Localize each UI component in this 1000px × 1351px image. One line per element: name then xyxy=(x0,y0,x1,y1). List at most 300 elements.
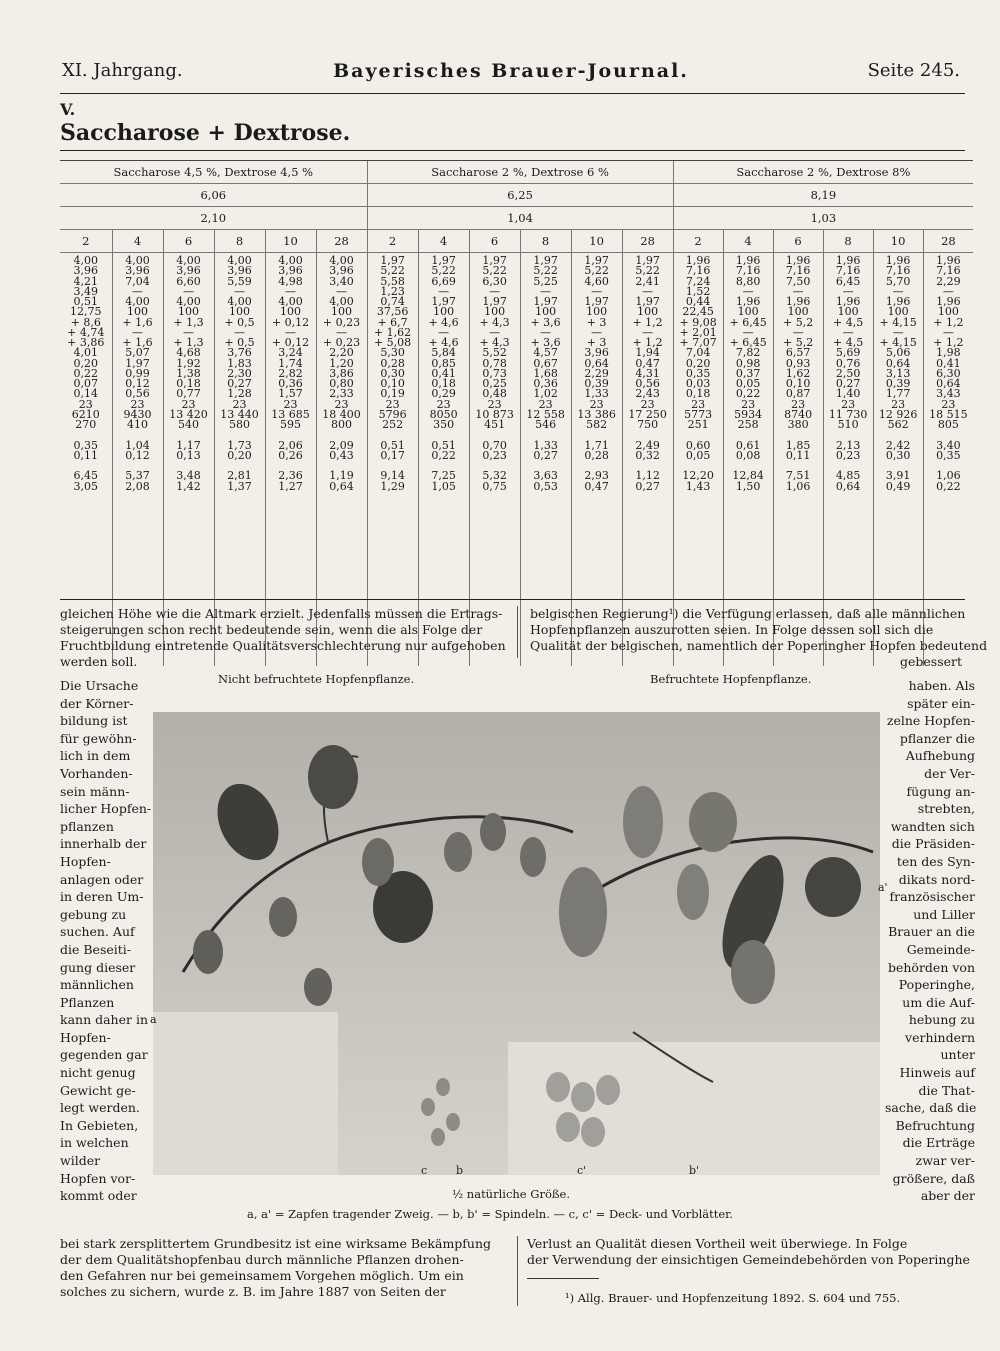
text-line: bei stark zersplittertem Grundbesitz ist eine wirksame Bekämpfung xyxy=(60,1236,492,1251)
table-cell: 13 685 xyxy=(271,407,310,421)
text-line: Qualität der belgischen, namentlich der Poperingher Hopfen bedeutend xyxy=(530,638,988,653)
data-table xyxy=(60,160,973,666)
table-cell: 1,94 xyxy=(635,346,660,360)
table-cell: 37,56 xyxy=(376,305,409,319)
section-rule xyxy=(60,150,965,151)
table-cell: 6,60 xyxy=(176,274,201,288)
text-line: Aufhebung xyxy=(905,748,975,764)
table-cell: — xyxy=(285,325,296,339)
table-cell: 2,42 xyxy=(885,438,911,452)
table-cell: 0,35 xyxy=(73,438,98,452)
table-cell: 2,13 xyxy=(835,438,861,452)
table-cell: 0,41 xyxy=(936,356,961,370)
table-cell: 1,52 xyxy=(685,284,711,298)
table-cell: 23 xyxy=(283,397,298,411)
table-cell: 1,37 xyxy=(227,479,252,493)
column-header: 2 xyxy=(673,230,723,253)
table-cell: 0,22 xyxy=(431,448,456,462)
table-cell: 0,85 xyxy=(431,356,456,370)
table-cell: 1,98 xyxy=(936,346,961,360)
figure-scale: ½ natürliche Größe. xyxy=(452,1187,571,1201)
table-cell: 8740 xyxy=(784,407,813,421)
table-cell: 0,19 xyxy=(380,387,405,401)
table-cell: 0,26 xyxy=(278,448,303,462)
table-cell: 0,76 xyxy=(835,356,861,370)
text-top-right xyxy=(530,606,987,670)
text-line: nicht genug xyxy=(60,1065,136,1081)
table-cell: 1,97 xyxy=(635,254,660,267)
table-cell: 5,22 xyxy=(584,264,609,278)
table-cell: 1,02 xyxy=(533,387,558,401)
table-cell: 12,20 xyxy=(682,469,714,483)
column-header: 8 xyxy=(520,230,571,253)
table-cell: 0,28 xyxy=(584,448,609,462)
text-line: gung dieser xyxy=(60,959,136,975)
table-cell: 0,13 xyxy=(176,448,201,462)
table-cell: — xyxy=(842,325,854,339)
table-cell: 7,24 xyxy=(685,274,711,288)
table-cell: 5,52 xyxy=(482,346,507,360)
text-line: licher Hopfen- xyxy=(60,801,152,817)
table-cell: + 1,2 xyxy=(632,315,663,329)
table-cell: 1,06 xyxy=(785,479,811,493)
table-column-values xyxy=(622,253,673,667)
table-cell: 0,03 xyxy=(685,377,711,390)
text-line: Befruchtung xyxy=(895,1117,975,1133)
table-cell: 100 xyxy=(586,305,608,319)
text-line: für gewöhn- xyxy=(60,730,137,746)
table-cell: 0,20 xyxy=(685,356,711,370)
table-cell: 0,10 xyxy=(785,377,811,390)
table-cell: 100 xyxy=(484,305,506,319)
table-cell: 1,96 xyxy=(735,295,761,308)
table-cell: 5,32 xyxy=(482,469,507,483)
text-line: die Beseiti- xyxy=(60,941,132,957)
table-cell: 100 xyxy=(127,305,148,319)
table-cell: 0,47 xyxy=(635,356,660,370)
table-cell: 100 xyxy=(737,305,759,319)
column-header: 6 xyxy=(163,230,214,253)
table-cell: + 1,6 xyxy=(122,336,153,349)
table-cell: 1,06 xyxy=(936,469,961,483)
text-line: kommt oder xyxy=(60,1188,137,1204)
table-cell: 1,83 xyxy=(227,356,252,370)
table-cell: 5773 xyxy=(684,407,713,421)
table-cell: 6,30 xyxy=(482,274,507,288)
table-cell: — xyxy=(892,284,904,298)
text-line: der Verwendung der einsichtigen Gemeindebehörden von Poperinghe xyxy=(527,1252,970,1267)
table-cell: 23 xyxy=(334,397,349,411)
table-cell: 1,96 xyxy=(785,254,811,267)
text-line: der dem Qualitätshopfenbau durch männliche Pflanzen drohen- xyxy=(60,1252,464,1267)
column-header: 10 xyxy=(873,230,923,253)
table-cell: 0,78 xyxy=(482,356,507,370)
text-line: bildung ist xyxy=(60,713,128,729)
table-cell: 0,53 xyxy=(533,479,558,493)
page-number: Seite 245. xyxy=(867,60,960,81)
table-cell: 1,05 xyxy=(431,479,456,493)
table-cell: 0,25 xyxy=(482,377,507,390)
table-cell: + 5,2 xyxy=(782,315,814,329)
table-cell: 0,27 xyxy=(635,479,660,493)
table-cell: 546 xyxy=(535,418,557,431)
table-cell: 0,41 xyxy=(431,366,456,380)
table-cell: 23 xyxy=(791,397,806,411)
text-line: den Gefahren nur bei gemeinsamem Vorgehen möglich. Um ein xyxy=(60,1268,464,1283)
table-cell: 3,86 xyxy=(329,366,354,380)
table-cell: 1,96 xyxy=(885,254,911,267)
table-cell: 0,22 xyxy=(936,479,961,493)
table-cell: 595 xyxy=(280,418,301,431)
table-cell: 0,39 xyxy=(885,377,911,390)
table-cell: + 9,08 xyxy=(679,315,717,329)
table-cell: 0,64 xyxy=(936,377,961,390)
text-line: sein männ- xyxy=(60,783,130,799)
table-cell: 0,23 xyxy=(835,448,861,462)
table-cell: 5,70 xyxy=(885,274,911,288)
table-cell: — xyxy=(540,284,552,298)
table-cell: 1,68 xyxy=(533,366,558,380)
volume-label: XI. Jahrgang. xyxy=(62,60,183,81)
table-cell: 0,37 xyxy=(735,366,761,380)
table-cell: 6,45 xyxy=(835,274,861,288)
table-cell: 4,00 xyxy=(278,295,303,308)
table-cell: 0,12 xyxy=(125,377,150,390)
text-line: behörden von xyxy=(887,959,975,975)
table-cell: 1,96 xyxy=(936,295,961,308)
column-header: 10 xyxy=(571,230,622,253)
table-cell: 4,00 xyxy=(176,295,201,308)
table-cell: 0,14 xyxy=(73,387,98,401)
table-cell: 4,00 xyxy=(125,295,150,308)
table-cell: 1,96 xyxy=(785,295,811,308)
table-cell: 1,73 xyxy=(227,438,252,452)
table-cell: 2,50 xyxy=(835,366,861,380)
table-cell: 5,22 xyxy=(482,264,507,278)
column-header: 8 xyxy=(214,230,265,253)
table-cell: 258 xyxy=(737,418,759,431)
table-cell: 100 xyxy=(433,305,455,319)
table-cell: 1,97 xyxy=(533,254,558,267)
column-header: 8 xyxy=(823,230,873,253)
table-cell: — xyxy=(642,284,654,298)
label-b-prime: b' xyxy=(689,1164,700,1177)
table-cell: 0,75 xyxy=(482,479,507,493)
text-line: gebung zu xyxy=(60,906,127,922)
table-cell: 23 xyxy=(741,397,756,411)
column-header: 4 xyxy=(723,230,773,253)
table-column-values xyxy=(923,253,973,667)
table-cell: 9430 xyxy=(123,407,152,421)
table-cell: — xyxy=(642,325,654,339)
section-number: V. xyxy=(60,100,76,119)
table-cell: 5796 xyxy=(378,407,407,421)
table-cell: 0,22 xyxy=(735,387,761,401)
table-cell: 6210 xyxy=(71,407,100,421)
table-cell: 4,00 xyxy=(227,254,252,267)
table-cell: + 7,07 xyxy=(679,336,717,349)
table-cell: 23 xyxy=(640,397,655,411)
table-cell: + 1,62 xyxy=(373,325,412,339)
table-cell: 1,96 xyxy=(835,295,861,308)
table-cell: 3,96 xyxy=(227,264,252,278)
table-cell: 100 xyxy=(178,305,199,319)
table-cell: 12 558 xyxy=(526,407,565,421)
table-cell: 1,40 xyxy=(835,387,861,401)
text-line: wilder xyxy=(60,1153,101,1169)
table-cell: — xyxy=(591,284,603,298)
text-line: sache, daß die xyxy=(885,1100,977,1116)
table-cell: 0,30 xyxy=(380,366,405,380)
figure-legend: a, a' = Zapfen tragender Zweig. — b, b' = Spindeln. — c, c' = Deck- und Vorblätter. xyxy=(247,1207,734,1221)
table-cell: 0,23 xyxy=(482,448,507,462)
table-cell: 0,07 xyxy=(73,377,98,390)
text-line: französischer xyxy=(889,889,975,905)
table-cell: 3,91 xyxy=(885,469,911,483)
table-cell: + 4,6 xyxy=(428,315,459,329)
table-cell: 0,60 xyxy=(685,438,711,452)
table-cell: 270 xyxy=(75,418,97,431)
table-cell: 1,57 xyxy=(278,387,303,401)
table-cell: 0,18 xyxy=(431,377,456,390)
table-cell: 0,99 xyxy=(125,366,150,380)
text-bottom-left xyxy=(60,1236,491,1300)
table-cell: 1,23 xyxy=(380,284,405,298)
table-cell: 2,29 xyxy=(584,366,609,380)
table-cell: 0,22 xyxy=(73,366,98,380)
table-cell: 3,96 xyxy=(73,264,98,278)
table-cell: 562 xyxy=(887,418,909,431)
table-cell: 0,51 xyxy=(431,438,456,452)
table-cell: 540 xyxy=(178,418,199,431)
text-line: um die Auf- xyxy=(902,994,975,1010)
section-title: Saccharose + Dextrose. xyxy=(60,120,351,146)
text-line: suchen. Auf xyxy=(60,924,135,940)
text-line: in welchen xyxy=(60,1135,129,1151)
table-cell: 7,82 xyxy=(735,346,761,360)
table-cell: 8,80 xyxy=(735,274,761,288)
text-line: lich in dem xyxy=(60,748,131,764)
footnote: ¹) Allg. Brauer- und Hopfenzeitung 1892. S. 604 und 755. xyxy=(565,1291,901,1305)
text-line: wandten sich xyxy=(890,818,975,834)
table-cell: 10 873 xyxy=(475,407,514,421)
table-cell: 5,37 xyxy=(125,469,150,483)
text-line: pflanzen xyxy=(60,818,114,834)
table-cell: 3,96 xyxy=(329,264,354,278)
table-cell: 1,96 xyxy=(735,254,761,267)
table-cell: 0,39 xyxy=(584,377,609,390)
table-cell: 2,36 xyxy=(278,469,303,483)
caption-unfertilized: Nicht befruchtete Hopfenpflanze. xyxy=(218,672,415,686)
table-cell: + 1,3 xyxy=(173,315,204,329)
table-cell: 3,43 xyxy=(936,387,961,401)
table-cell: 4,21 xyxy=(73,274,98,288)
table-cell: 800 xyxy=(331,418,353,431)
table-cell: 0,48 xyxy=(482,387,507,401)
table-cell: — xyxy=(489,284,501,298)
text-line: Poperinghe, xyxy=(898,977,975,993)
table-cell: — xyxy=(792,284,804,298)
table-cell: 5,22 xyxy=(533,264,558,278)
table-cell: 0,56 xyxy=(125,387,150,401)
table-cell: 0,87 xyxy=(785,387,811,401)
table-cell: 4,57 xyxy=(533,346,558,360)
table-cell: 5,22 xyxy=(380,264,405,278)
table-cell: 2,41 xyxy=(635,274,660,288)
table-cell: 1,97 xyxy=(482,295,507,308)
text-line: steigerungen schon recht bedeutende sein, wenn die als Folge der xyxy=(60,622,483,637)
table-cell: — xyxy=(438,325,450,339)
table-cell: 3,13 xyxy=(885,366,911,380)
table-cell: 100 xyxy=(887,305,909,319)
table-cell: 3,96 xyxy=(584,346,609,360)
text-bottom-right xyxy=(527,1236,970,1268)
table-cell: 1,92 xyxy=(176,356,201,370)
table-bottom-rule xyxy=(60,599,965,600)
table-cell: 1,42 xyxy=(176,479,201,493)
table-cell: 5,69 xyxy=(835,346,861,360)
header-rule xyxy=(60,93,965,94)
table-cell: + 3 xyxy=(586,336,607,349)
table-cell: 1,97 xyxy=(533,295,558,308)
table-cell: 23 xyxy=(941,397,956,411)
table-cell: 0,70 xyxy=(482,438,507,452)
table-cell: 23 xyxy=(589,397,604,411)
text-line: gegenden gar xyxy=(60,1047,148,1063)
table-cell: 0,18 xyxy=(685,387,711,401)
table-column-values xyxy=(823,253,873,667)
table-cell: — xyxy=(540,325,552,339)
table-cell: 3,76 xyxy=(227,346,252,360)
table-column-values xyxy=(112,253,163,667)
table-cell: 4,00 xyxy=(73,254,98,267)
table-cell: + 1,2 xyxy=(933,336,964,349)
table-cell: 3,48 xyxy=(176,469,201,483)
page-header xyxy=(62,60,960,88)
table-cell: 12,84 xyxy=(732,469,764,483)
table-cell: + 0,23 xyxy=(322,336,361,349)
table-cell: 510 xyxy=(837,418,859,431)
table-cell: 2,08 xyxy=(125,479,150,493)
table-cell: + 6,7 xyxy=(377,315,408,329)
label-a: a xyxy=(150,1013,157,1026)
column-header: 28 xyxy=(923,230,973,253)
text-line: fügung an- xyxy=(906,783,975,799)
table-cell: 4,85 xyxy=(835,469,861,483)
text-line: Pflanzen xyxy=(60,994,115,1010)
group-value: 6,25 xyxy=(367,184,673,207)
table-cell: 0,74 xyxy=(380,295,405,308)
text-line: ten des Syn- xyxy=(896,853,975,869)
table-column-values xyxy=(214,253,265,667)
table-cell: — xyxy=(489,325,501,339)
table-cell: 251 xyxy=(687,418,709,431)
caption-fertilized: Befruchtete Hopfenpflanze. xyxy=(650,672,812,686)
table-cell: 2,29 xyxy=(936,274,961,288)
text-line: gebessert xyxy=(900,654,963,669)
table-cell: 380 xyxy=(787,418,809,431)
table-cell: 7,16 xyxy=(936,264,961,278)
table-cell: 5,25 xyxy=(533,274,558,288)
table-column-values xyxy=(571,253,622,667)
table-cell: 1,12 xyxy=(635,469,660,483)
table-cell: 23 xyxy=(181,397,196,411)
table-cell: + 4,6 xyxy=(428,336,459,349)
table-cell: 4,00 xyxy=(125,254,150,267)
table-cell: 3,63 xyxy=(533,469,558,483)
table-cell: 3,49 xyxy=(73,284,98,298)
table-column-values xyxy=(723,253,773,667)
table-cell: — xyxy=(132,284,143,298)
group-value: 6,06 xyxy=(60,184,367,207)
table-cell: 0,36 xyxy=(278,377,303,390)
table-cell: 0,11 xyxy=(785,448,811,462)
text-line: der Ver- xyxy=(924,765,975,781)
table-cell: 23 xyxy=(436,397,451,411)
table-cell: 0,43 xyxy=(329,448,354,462)
text-line: unter xyxy=(940,1047,975,1063)
table-cell: 0,77 xyxy=(176,387,201,401)
label-c: c xyxy=(421,1164,428,1177)
text-line: aber der xyxy=(920,1188,975,1204)
table-cell: 100 xyxy=(229,305,250,319)
table-cell: — xyxy=(132,325,143,339)
table-cell: 7,16 xyxy=(885,264,911,278)
label-c-prime: c' xyxy=(577,1164,587,1177)
table-cell: 1,97 xyxy=(125,356,150,370)
table-cell: 1,85 xyxy=(785,438,811,452)
table-cell: — xyxy=(942,325,954,339)
table-value-row xyxy=(60,184,973,207)
table-cell: — xyxy=(336,325,348,339)
table-cell: — xyxy=(742,325,754,339)
table-cell: 0,47 xyxy=(584,479,609,493)
table-cell: 1,97 xyxy=(584,254,609,267)
text-line: Die Ursache xyxy=(60,678,139,693)
table-cell: 13 420 xyxy=(169,407,208,421)
table-cell: — xyxy=(742,284,754,298)
table-cell: 9,14 xyxy=(380,469,405,483)
table-cell: + 0,12 xyxy=(271,315,310,329)
table-cell: 3,96 xyxy=(176,264,201,278)
table-cell: 410 xyxy=(127,418,148,431)
table-cell: 0,51 xyxy=(73,295,98,308)
table-cell: 3,96 xyxy=(125,264,150,278)
group-value: 2,10 xyxy=(60,207,367,230)
table-column-values xyxy=(265,253,316,667)
table-cell: 4,00 xyxy=(329,295,354,308)
table-cell: 1,74 xyxy=(278,356,303,370)
table-cell: 2,93 xyxy=(584,469,609,483)
table-cell: 1,29 xyxy=(380,479,405,493)
table-cell: + 6,45 xyxy=(729,315,767,329)
table-cell: + 1,2 xyxy=(933,315,964,329)
table-cell: 0,20 xyxy=(227,448,252,462)
table-cell: 4,01 xyxy=(73,346,98,360)
table-cell: 0,17 xyxy=(380,448,405,462)
table-cell: 8050 xyxy=(429,407,458,421)
table-cell: 0,56 xyxy=(635,377,660,390)
table-cell: 13 386 xyxy=(577,407,616,421)
table-cell: 4,60 xyxy=(584,274,609,288)
table-cell: 7,04 xyxy=(685,346,711,360)
table-cell: 0,64 xyxy=(885,356,911,370)
table-cell: 7,25 xyxy=(431,469,456,483)
label-b: b xyxy=(456,1164,464,1177)
column-divider xyxy=(517,1236,518,1306)
table-cell: 3,40 xyxy=(936,438,961,452)
table-cell: 4,68 xyxy=(176,346,201,360)
